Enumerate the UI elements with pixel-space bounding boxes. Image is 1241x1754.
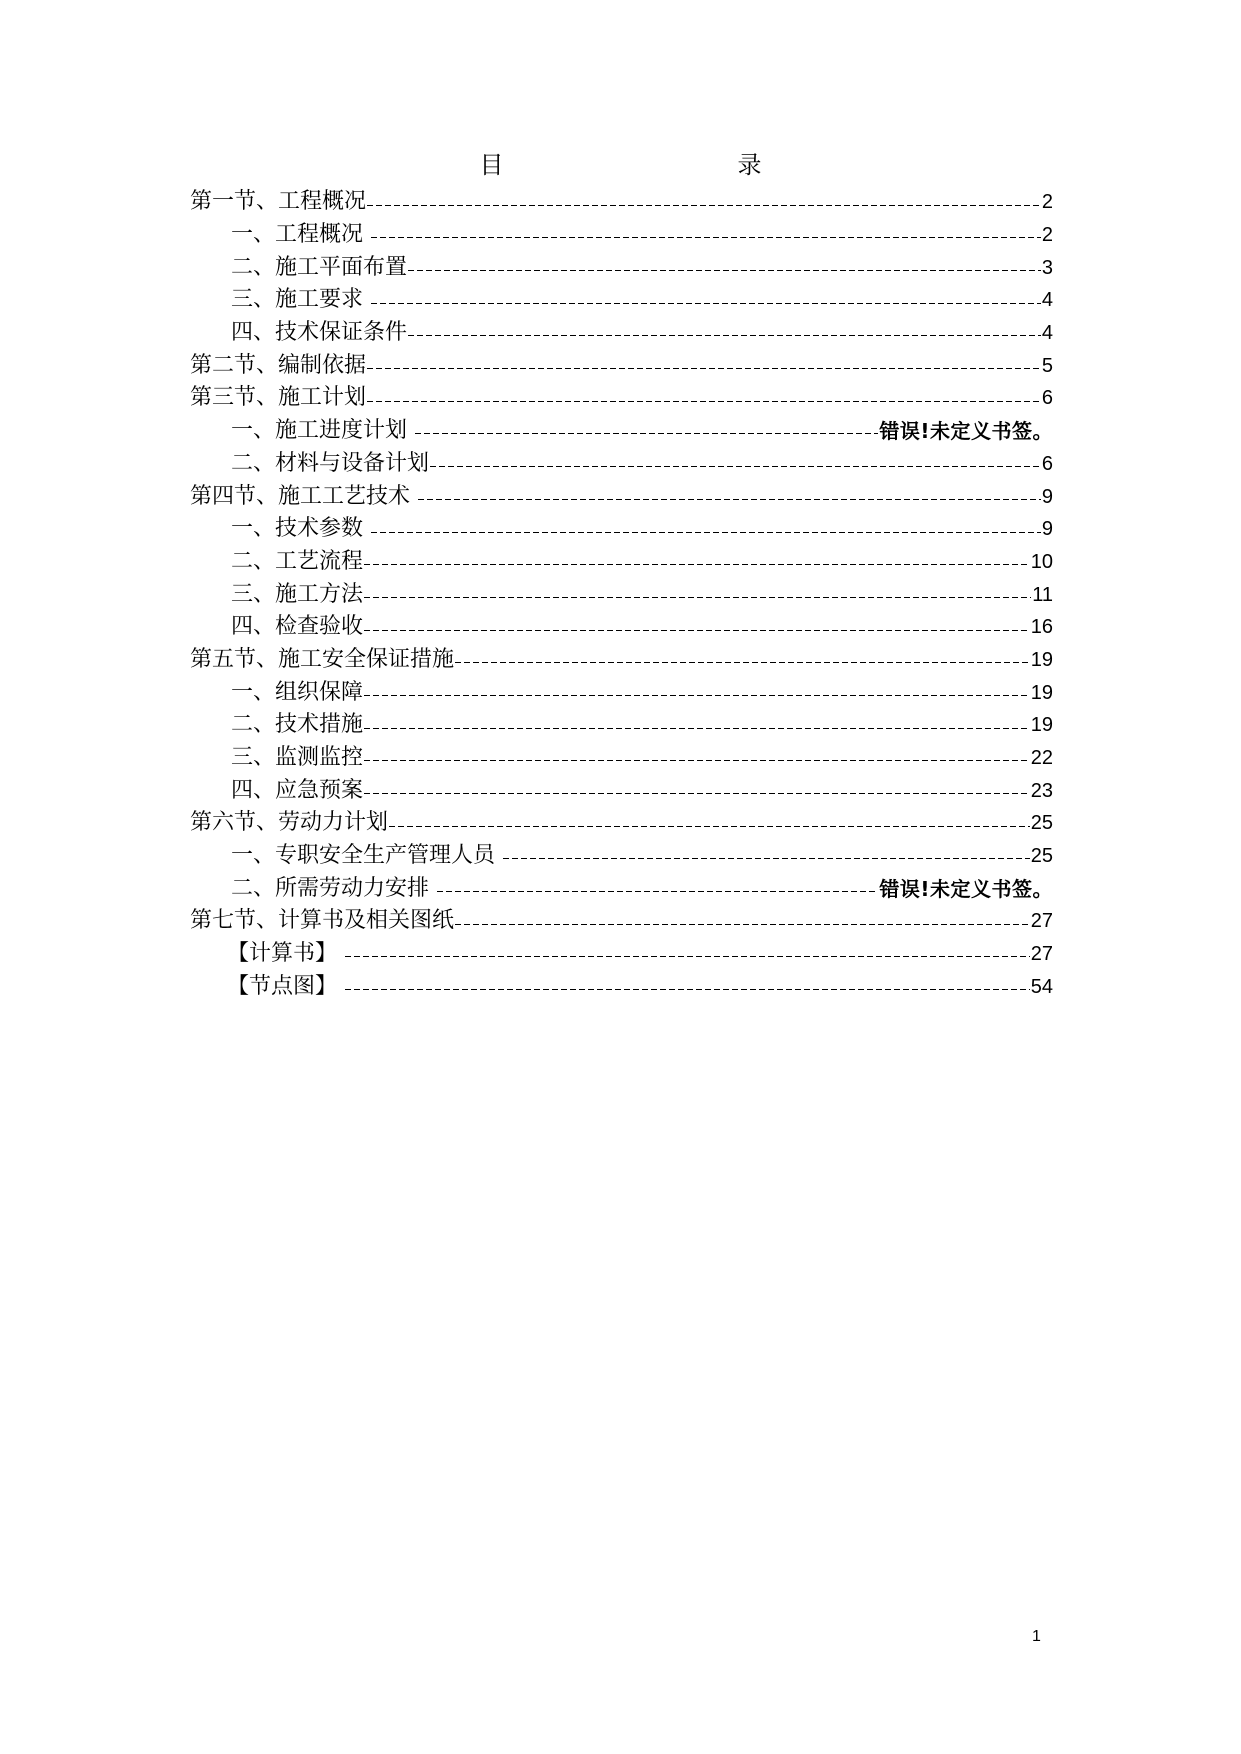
- toc-entry-label: 第二节、编制依据: [190, 352, 367, 378]
- dot-leader: [455, 923, 1030, 925]
- toc-entry-page: 25: [1030, 812, 1053, 835]
- toc-entry-page: 9: [1041, 485, 1053, 508]
- toc-entry[interactable]: [190, 317, 1053, 350]
- toc-entry-label: 第六节、劳动力计划: [190, 810, 389, 836]
- toc-entry-label: 一、技术参数: [231, 516, 364, 542]
- toc-title: 目 录: [479, 151, 824, 179]
- toc-entry[interactable]: [190, 905, 1053, 938]
- toc-entry[interactable]: [190, 644, 1053, 677]
- dot-leader: [364, 564, 1030, 566]
- dot-leader: [364, 597, 1031, 599]
- toc-entry-label: 一、工程概况: [231, 222, 364, 248]
- toc-entry-page: 2: [1041, 224, 1053, 247]
- toc-entry[interactable]: [190, 709, 1053, 742]
- toc-entry[interactable]: [190, 611, 1053, 644]
- toc-entry-label: 二、技术措施: [231, 712, 364, 738]
- toc-entry[interactable]: [190, 480, 1053, 513]
- dot-leader: [430, 466, 1041, 468]
- dot-leader: [367, 400, 1041, 402]
- toc-entry-label: 【计算书】: [227, 941, 338, 967]
- toc-entry-page: 2: [1041, 191, 1053, 214]
- toc-entry-page: 6: [1041, 452, 1053, 475]
- toc-entry-page: 4: [1041, 289, 1053, 312]
- toc-entry-label: 一、组织保障: [231, 679, 364, 705]
- toc-entry-page: 16: [1030, 616, 1053, 639]
- toc-entry-label: 二、材料与设备计划: [231, 450, 430, 476]
- dot-leader: [345, 989, 1030, 991]
- toc-entry-label: 四、技术保证条件: [231, 320, 408, 346]
- toc-entry[interactable]: [190, 448, 1053, 481]
- dot-leader: [408, 270, 1041, 272]
- toc-entry-page: 27: [1030, 943, 1053, 966]
- dot-leader: [408, 335, 1041, 337]
- dot-leader: [455, 662, 1030, 664]
- toc-entry-label: 二、工艺流程: [231, 548, 364, 574]
- toc-entry[interactable]: [190, 349, 1053, 382]
- dot-leader: [364, 760, 1030, 762]
- toc-entry[interactable]: [190, 513, 1053, 546]
- toc-entry-label: 第四节、施工工艺技术: [190, 483, 411, 509]
- toc-entry-label: 一、施工进度计划: [231, 418, 408, 444]
- toc-entry-page: 5: [1041, 354, 1053, 377]
- dot-leader: [364, 793, 1030, 795]
- dot-leader: [371, 531, 1041, 533]
- page-number: 1: [1032, 1628, 1041, 1645]
- dot-leader: [367, 368, 1041, 370]
- toc-entry-page: 11: [1032, 583, 1053, 606]
- table-of-contents: [190, 186, 1053, 1003]
- toc-entry[interactable]: [190, 415, 1053, 448]
- toc-entry[interactable]: [190, 546, 1053, 579]
- toc-entry[interactable]: [190, 382, 1053, 415]
- toc-entry[interactable]: [190, 251, 1053, 284]
- toc-entry-label: 第五节、施工安全保证措施: [190, 646, 455, 672]
- dot-leader: [389, 825, 1030, 827]
- toc-entry-page: 23: [1030, 779, 1053, 802]
- toc-entry-page: 19: [1030, 681, 1053, 704]
- toc-entry-page: 10: [1030, 550, 1053, 573]
- toc-entry-page: 22: [1030, 747, 1053, 770]
- toc-entry-page: 54: [1030, 975, 1053, 998]
- toc-entry-label: 四、应急预案: [231, 777, 364, 803]
- toc-entry[interactable]: [190, 872, 1053, 905]
- toc-entry-page: 9: [1041, 518, 1053, 541]
- toc-entry-page: 19: [1030, 714, 1053, 737]
- dot-leader: [415, 433, 878, 435]
- toc-entry[interactable]: [190, 807, 1053, 840]
- dot-leader: [364, 695, 1030, 697]
- toc-entry[interactable]: [190, 971, 1053, 1004]
- toc-entry[interactable]: [190, 186, 1053, 219]
- toc-entry-page-error: 错误!未定义书签。: [879, 876, 1053, 901]
- toc-entry[interactable]: [190, 938, 1053, 971]
- dot-leader: [418, 499, 1041, 501]
- toc-entry-label: 二、所需劳动力安排: [231, 875, 430, 901]
- toc-entry-label: 四、检查验收: [231, 614, 364, 640]
- toc-entry[interactable]: [190, 676, 1053, 709]
- dot-leader: [345, 956, 1030, 958]
- toc-entry-page: 3: [1041, 256, 1053, 279]
- toc-entry-label: 第七节、计算书及相关图纸: [190, 908, 455, 934]
- toc-entry-page: 27: [1030, 910, 1053, 933]
- toc-entry-page-error: 错误!未定义书签。: [879, 419, 1053, 444]
- toc-entry-label: 三、施工要求: [231, 287, 364, 313]
- dot-leader: [364, 629, 1030, 631]
- toc-entry-label: 二、施工平面布置: [231, 254, 408, 280]
- toc-entry-page: 6: [1041, 387, 1053, 410]
- toc-entry[interactable]: [190, 219, 1053, 252]
- toc-entry[interactable]: [190, 774, 1053, 807]
- dot-leader: [371, 302, 1041, 304]
- dot-leader: [371, 237, 1041, 239]
- dot-leader: [364, 727, 1030, 729]
- toc-entry-label: 三、监测监控: [231, 745, 364, 771]
- toc-entry[interactable]: [190, 840, 1053, 873]
- dot-leader: [503, 858, 1030, 860]
- toc-entry-page: 4: [1041, 322, 1053, 345]
- toc-entry[interactable]: [190, 284, 1053, 317]
- toc-entry-label: 一、专职安全生产管理人员: [231, 843, 496, 869]
- dot-leader: [437, 891, 878, 893]
- toc-entry[interactable]: [190, 742, 1053, 775]
- toc-entry-label: 第一节、工程概况: [190, 189, 367, 215]
- toc-entry-page: 19: [1030, 648, 1053, 671]
- toc-entry[interactable]: [190, 578, 1053, 611]
- toc-entry-label: 三、施工方法: [231, 581, 364, 607]
- toc-entry-label: 【节点图】: [227, 973, 338, 999]
- dot-leader: [367, 204, 1041, 206]
- toc-entry-page: 25: [1030, 845, 1053, 868]
- toc-entry-label: 第三节、施工计划: [190, 385, 367, 411]
